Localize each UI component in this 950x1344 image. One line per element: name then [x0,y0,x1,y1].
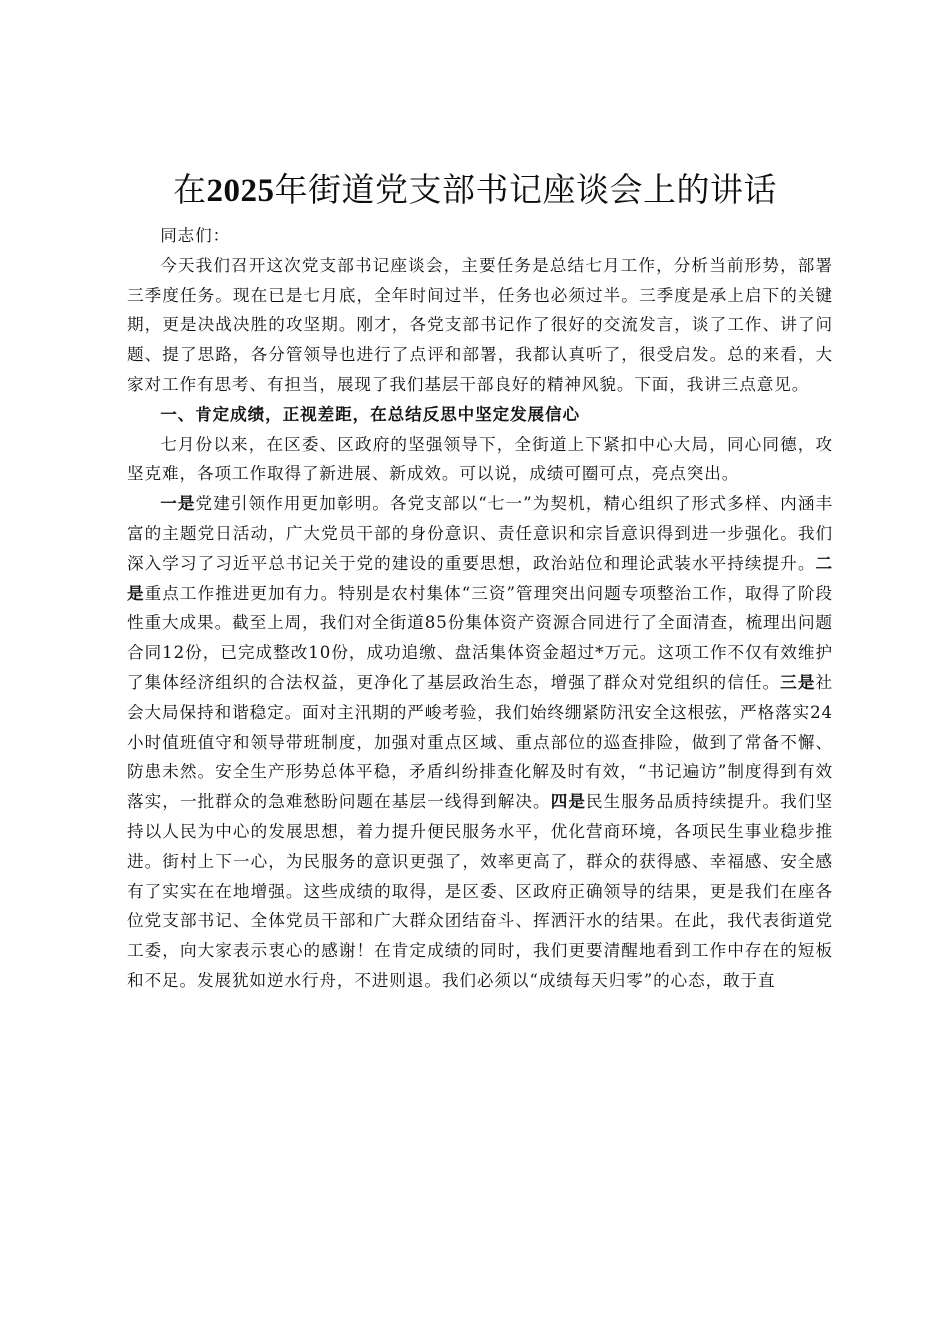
point-1-marker: 一是 [160,493,196,514]
intro-paragraph: 今天我们召开这次党支部书记座谈会，主要任务是总结七月工作，分析当前形势，部署三季度任务。现在已是七月底，全年时间过半，任务也必须过半。三季度是承上启下的关键期，更是决战决胜的攻坚期。刚才，各党支部书记作了很好的交流发言，谈了工作、讲了问题、提了思路，各分管领导也进行了点评和部署，我都认真听了，很受启发。总的来看，大家对工作有思考、有担当，展现了我们基层干部良好的精神风貌。下面，我讲三点意见。 [127,255,833,394]
salutation: 同志们： [160,226,231,245]
point-2-text: 重点工作推进更加有力。特别是农村集体“三资”管理突出问题专项整治工作，取得了阶段性重大成果。截至上周，我们对全街道85份集体资产资源合同进行了全面清查，梳理出问题合同12份，已完成整改10份，成功追缴、盘活集体资金超过*万元。这项工作不仅有效维护了集体经济组织的合法权益，更净化了基层政治生态，增强了群众对党组织的信任。 [127,583,833,692]
point-4-text: 民生服务品质持续提升。我们坚持以人民为中心的发展思想，着力提升便民服务水平，优化营商环境，各项民生事业稳步推进。街村上下一心，为民服务的意识更强了，效率更高了，群众的获得感、幸福感、安全感有了实实在在地增强。这些成绩的取得，是区委、区政府正确领导的结果，更是我们在座各位党支部书记、全体党员干部和广大群众团结奋斗、挥洒汗水的结果。在此，我代表街道党工委，向大家表示衷心的感谢！在肯定成绩的同时，我们更要清醒地看到工作中存在的短板和不足。发展犹如逆水行舟，不进则退。我们必须以“成绩每天归零”的心态，敢于直 [127,792,833,990]
point-4-marker: 四是 [550,791,586,812]
title-prefix: 在 [173,170,207,209]
document-title [0,168,950,213]
section-1-intro-paragraph: 七月份以来，在区委、区政府的坚强领导下，全街道上下紧扣中心大局，同心同德，攻坚克难，各项工作取得了新进展、新成效。可以说，成绩可圈可点，亮点突出。 [127,434,833,484]
point-3-text: 社会大局保持和谐稳定。面对主汛期的严峻考验，我们始终绷紧防汛安全这根弦，严格落实24小时值班值守和领导带班制度，加强对重点区域、重点部位的巡查排险，做到了常备不懈、防患未然。安全生产形势总体平稳，矛盾纠纷排查化解及时有效，“书记遍访”制度得到有效落实，一批群众的急难愁盼问题在基层一线得到解决。 [127,672,833,812]
point-1-text: 党建引领作用更加彰明。各党支部以“七一”为契机，精心组织了形式多样、内涵丰富的主题党日活动，广大党员干部的身份意识、责任意识和宗旨意识得到进一步强化。我们深入学习了习近平总书记关于党的建设的重要思想，政治站位和理论武装水平持续提升。 [127,494,833,573]
title-suffix: 年街道党支部书记座谈会上的讲话 [274,170,777,209]
point-2-marker: 二是 [127,552,833,603]
document-body [127,221,833,996]
achievements-paragraph [127,489,833,996]
section-1-heading: 一、肯定成绩，正视差距，在总结反思中坚定发展信心 [160,403,581,424]
title-year: 2025 [206,173,275,209]
point-3-marker: 三是 [780,671,816,692]
